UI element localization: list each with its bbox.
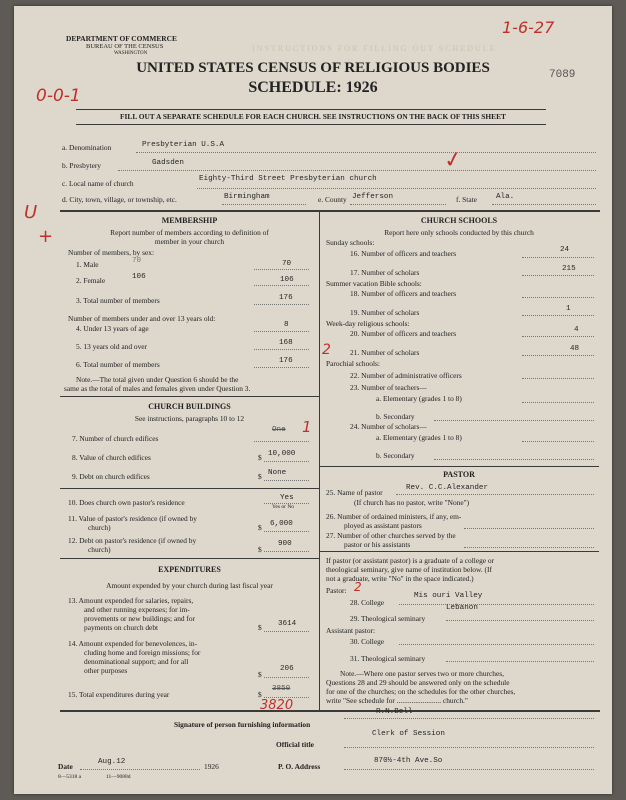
signature-label: Signature of person furnishing information [174, 720, 311, 729]
q14-value: 206 [280, 665, 294, 673]
local-name-label: c. Local name of church [62, 179, 134, 188]
q14-label-1: 14. Amount expended for benevolences, in- [68, 639, 198, 648]
q12-label-2: church) [88, 545, 111, 554]
bureau-line: BUREAU OF THE CENSUS [86, 43, 164, 50]
q21-value: 48 [570, 345, 580, 353]
census-schedule-sheet [14, 6, 612, 794]
schools-heading: CHURCH SCHOOLS [420, 216, 498, 225]
q23a-label: a. Elementary (grades 1 to 8) [376, 394, 462, 403]
pastor-note-2: Questions 28 and 29 should be answered only on the schedule [326, 678, 510, 687]
q14-label-4: other purposes [84, 666, 128, 675]
po-address-label: P. O. Address [278, 762, 321, 771]
date-value: Aug.12 [98, 758, 126, 766]
handwritten-code: 0-0-1 [36, 86, 81, 106]
official-title-value: Clerk of Session [372, 730, 445, 738]
q18-label: 18. Number of officers and teachers [350, 289, 457, 298]
pastor-sub-label: Pastor: [326, 586, 347, 595]
county-label: e. County [318, 195, 347, 204]
schools-intro: Report here only schools conducted by this church [384, 228, 534, 237]
q23-label: 23. Number of teachers— [350, 383, 427, 392]
q27-label-2: pastor or his assistants [344, 540, 411, 549]
city-label: d. City, town, village, or township, etc. [62, 195, 177, 204]
q24a-label: a. Elementary (grades 1 to 8) [376, 433, 462, 442]
q26-label-2: ployed as assistant pastors [344, 521, 422, 530]
form-number: 8—5318 a [58, 774, 82, 780]
q1-side-value: 70 [132, 257, 142, 265]
form-title: UNITED STATES CENSUS OF RELIGIOUS BODIES [136, 60, 490, 76]
membership-intro-1: Report number of members according to definition of [110, 228, 269, 237]
pastor-note-3: for one of the churches; on the schedules for the other churches, [326, 687, 516, 696]
q13-dollar: $ [258, 623, 262, 632]
q25-value: Rev. C.C.Alexander [406, 484, 489, 492]
q24-label: 24. Number of scholars— [350, 422, 427, 431]
sex-heading: Number of members, by sex: [68, 248, 154, 257]
q28-value: Mis ouri Valley [414, 592, 483, 600]
q12-label-1: 12. Debt on pastor's residence (if owned by [68, 536, 197, 545]
buildings-heading: CHURCH BUILDINGS [148, 402, 231, 411]
q8-value: 10,000 [268, 450, 296, 458]
q5-value: 168 [279, 339, 293, 347]
q15-hand-value: 3820 [260, 698, 294, 713]
membership-intro-2: member in your church [154, 237, 225, 246]
q16-label: 16. Number of officers and teachers [350, 249, 457, 258]
assistant-sub-label: Assistant pastor: [326, 626, 376, 635]
handwritten-check-mark: ✓ [441, 146, 465, 175]
presbytery-label: b. Presbytery [62, 161, 101, 170]
date-label: Date [58, 762, 73, 771]
q14-label-3: denominational support; and for all [84, 657, 189, 666]
buildings-intro: See instructions, paragraphs 10 to 12 [134, 414, 245, 423]
handwritten-date: 1-6-27 [502, 18, 555, 37]
q1-label: 1. Male [76, 260, 99, 269]
margin-hand-plus: + [38, 226, 54, 247]
q15-label: 15. Total expenditures during year [68, 690, 170, 699]
membership-note-2: same as the total of males and females given under Question 3. [64, 384, 251, 393]
membership-note-1: Note.—The total given under Question 6 should be the [76, 375, 239, 384]
q6-label: 6. Total number of members [76, 360, 160, 369]
q3-value: 176 [279, 294, 293, 302]
q21-hand-mark: 2 [322, 342, 331, 358]
q26-label-1: 26. Number of ordained ministers, if any, em- [326, 512, 462, 521]
pastor-note-1: Note.—Where one pastor serves two or more churches, [340, 669, 504, 678]
print-number: 11—9088d [106, 774, 131, 780]
county-value: Jefferson [352, 193, 394, 201]
q10-value: Yes [280, 494, 294, 502]
pastor-hand-mark: 2 [354, 580, 362, 594]
parochial-heading: Parochial schools: [326, 359, 380, 368]
q13-label-4: payments on church debt [84, 623, 159, 632]
local-name-value: Eighty-Third Street Presbyterian church [199, 175, 377, 183]
q11-label-2: church) [88, 523, 111, 532]
date-year: 1926 [204, 762, 219, 771]
separate-schedule-instruction: FILL OUT A SEPARATE SCHEDULE FOR EACH CHURCH. SEE INSTRUCTIONS ON THE BACK OF THIS SHEET [120, 112, 506, 121]
form-subtitle: SCHEDULE: 1926 [248, 79, 378, 96]
q4-label: 4. Under 13 years of age [76, 324, 149, 333]
city-line: WASHINGTON [114, 51, 148, 56]
q12-dollar: $ [258, 545, 262, 554]
denomination-label: a. Denomination [62, 143, 112, 152]
city-value: Birmingham [224, 193, 270, 201]
q12-value: 900 [278, 540, 292, 548]
po-address-value: 870½-4th Ave.So [374, 757, 443, 765]
weekday-heading: Week-day religious schools: [326, 319, 410, 328]
q11-label-1: 11. Value of pastor's residence (if owned by [68, 514, 197, 523]
q29-label: 29. Theological seminary [350, 614, 426, 623]
q10-sub: Yes or No [272, 504, 295, 510]
dept-line: DEPARTMENT OF COMMERCE [66, 34, 177, 43]
expenditures-intro: Amount expended by your church during last fiscal year [106, 581, 273, 590]
q25-label: 25. Name of pastor [326, 488, 383, 497]
q14-dollar: $ [258, 670, 262, 679]
grad-note-1: If pastor (or assistant pastor) is a graduate of a college or [326, 556, 495, 565]
membership-heading: MEMBERSHIP [161, 216, 218, 225]
q6-value: 176 [279, 357, 293, 365]
q19-label: 19. Number of scholars [350, 308, 420, 317]
schedule-number: 7089 [549, 69, 576, 81]
state-label: f. State [456, 195, 477, 204]
q2-label: 2. Female [76, 276, 106, 285]
q2-side-value: 106 [132, 273, 146, 281]
q10-label: 10. Does church own pastor's residence [68, 498, 185, 507]
q24b-label: b. Secondary [376, 451, 415, 460]
q1-value: 70 [282, 260, 292, 268]
state-value: Ala. [496, 193, 515, 201]
q31-label: 31. Theological seminary [350, 654, 426, 663]
q9-value: None [268, 469, 287, 477]
denomination-value: Presbyterian U.S.A [142, 141, 225, 149]
q15-value: 3850 [272, 685, 291, 693]
pastor-note-4: write "See schedule for ........................ church." [326, 696, 468, 705]
q7-value: One [272, 426, 286, 434]
q9-label: 9. Debt on church edifices [72, 472, 150, 481]
q14-label-2: cluding home and foreign missions; for [84, 648, 201, 657]
official-title-label: Official title [276, 740, 314, 749]
grad-note-2: theological seminary, give name of institution below. (If [326, 565, 492, 574]
q20-label: 20. Number of officers and teachers [350, 329, 457, 338]
q16-value: 24 [560, 246, 570, 254]
q8-dollar: $ [258, 453, 262, 462]
back-text-ghost: INSTRUCTIONS FOR FILLING OUT SCHEDULE [252, 44, 497, 53]
q9-dollar: $ [258, 472, 262, 481]
q21-label: 21. Number of scholars [350, 348, 420, 357]
q7-hand-value: 1 [302, 418, 312, 436]
q17-label: 17. Number of scholars [350, 268, 420, 277]
q28-label: 28. College [350, 598, 385, 607]
expenditures-heading: EXPENDITURES [158, 565, 221, 574]
q19-value: 1 [566, 305, 571, 313]
q13-label-1: 13. Amount expended for salaries, repairs, [68, 596, 194, 605]
q20-value: 4 [574, 326, 579, 334]
q13-label-2: and other running expenses; for im- [84, 605, 190, 614]
q17-value: 215 [562, 265, 576, 273]
q13-label-3: provements or new buildings; and for [84, 614, 196, 623]
q30-label: 30. College [350, 637, 385, 646]
q11-dollar: $ [258, 523, 262, 532]
q23b-label: b. Secondary [376, 412, 415, 421]
signature-value: R.N.Bell [376, 708, 413, 716]
presbytery-value: Gadsden [152, 159, 184, 167]
summer-heading: Summer vacation Bible schools: [326, 279, 422, 288]
sunday-heading: Sunday schools: [326, 238, 375, 247]
q15-dollar: $ [258, 690, 262, 699]
margin-hand-u: U [24, 202, 38, 223]
q8-label: 8. Value of church edifices [72, 453, 151, 462]
q11-value: 6,000 [270, 520, 293, 528]
q3-label: 3. Total number of members [76, 296, 160, 305]
pastor-heading: PASTOR [443, 470, 475, 479]
q29-value: Lebanon [446, 604, 478, 612]
q25-note: (If church has no pastor, write "None") [354, 498, 470, 507]
q2-value: 106 [280, 276, 294, 284]
age-heading: Number of members under and over 13 years old: [68, 314, 216, 323]
q27-label-1: 27. Number of other churches served by the [326, 531, 456, 540]
q13-value: 3614 [278, 620, 297, 628]
q22-label: 22. Number of administrative officers [350, 371, 462, 380]
q5-label: 5. 13 years old and over [76, 342, 148, 351]
q4-value: 8 [284, 321, 289, 329]
grad-note-3: not a graduate, write "No" in the space indicated.) [326, 574, 474, 583]
q7-label: 7. Number of church edifices [72, 434, 159, 443]
